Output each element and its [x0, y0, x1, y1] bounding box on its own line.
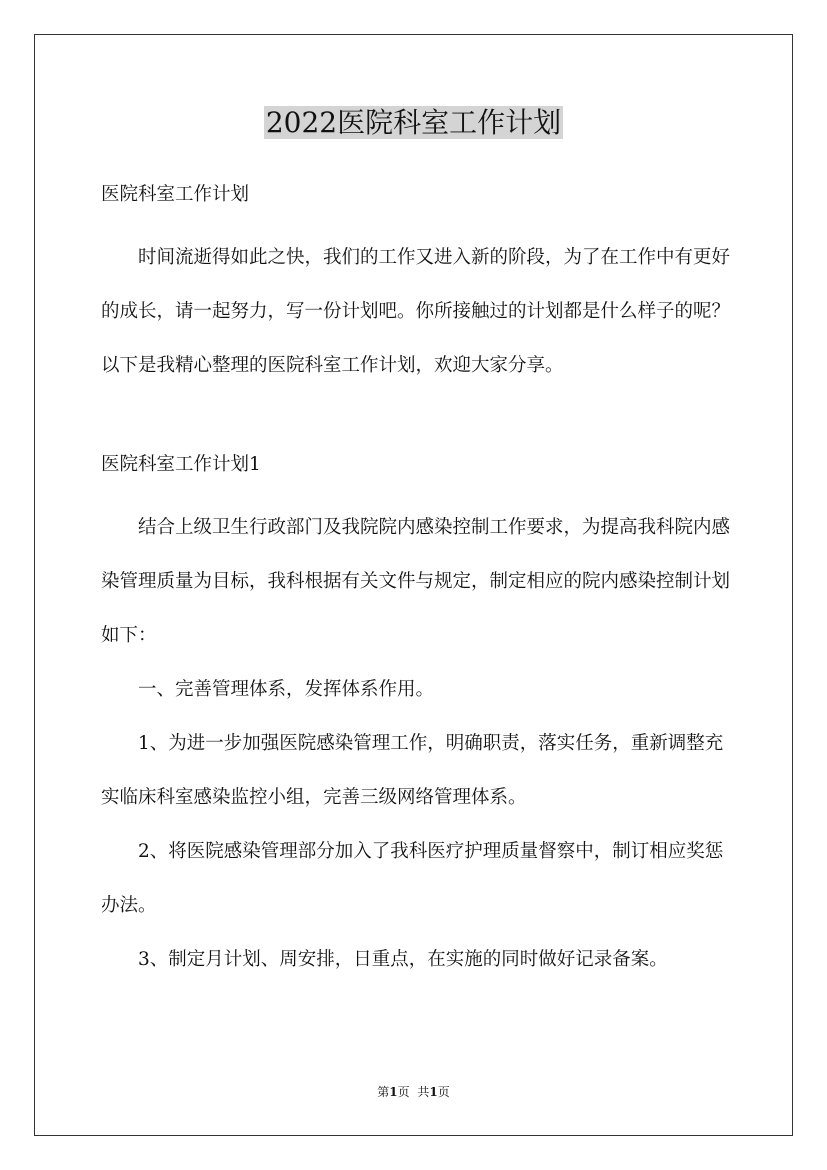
footer-total-prefix: 共	[417, 1085, 430, 1099]
document-body	[101, 175, 731, 987]
section1-paragraph: 1、为进一步加强医院感染管理工作，明确职责，落实任务，重新调整充实临床科室感染监控小组，完善三级网络管理体系。	[101, 733, 724, 808]
section1-paragraph: 一、完善管理体系，发挥体系作用。	[138, 679, 435, 700]
document-title-text: 2022医院科室工作计划	[265, 106, 562, 139]
section1-paragraph: 3、制定月计划、周安排，日重点，在实施的同时做好记录备案。	[138, 949, 668, 970]
intro-paragraph: 时间流逝得如此之快，我们的工作又进入新的阶段，为了在工作中有更好的成长，请一起努力，写一份计划吧。你所接触过的计划都是什么样子的呢？以下是我精心整理的医院科室工作计划，欢迎大家分享。	[101, 247, 731, 376]
section1-heading: 医院科室工作计划1	[101, 454, 261, 475]
footer-total-label: 页	[437, 1085, 450, 1099]
section1-paragraph: 结合上级卫生行政部门及我院院内感染控制工作要求，为提高我科院内感染管理质量为目标，我科根据有关文件与规定，制定相应的院内感染控制计划如下：	[101, 517, 731, 646]
footer-page-label: 页	[397, 1085, 410, 1099]
footer-page-total: 1	[429, 1085, 438, 1099]
page-footer	[0, 1083, 827, 1100]
document-title	[0, 103, 827, 143]
intro-heading: 医院科室工作计划	[101, 184, 250, 205]
section1-paragraph: 2、将医院感染管理部分加入了我科医疗护理质量督察中，制订相应奖惩办法。	[101, 841, 724, 916]
footer-page-current: 1	[389, 1085, 398, 1099]
section-spacer	[101, 393, 731, 445]
footer-page-prefix: 第	[377, 1085, 390, 1099]
